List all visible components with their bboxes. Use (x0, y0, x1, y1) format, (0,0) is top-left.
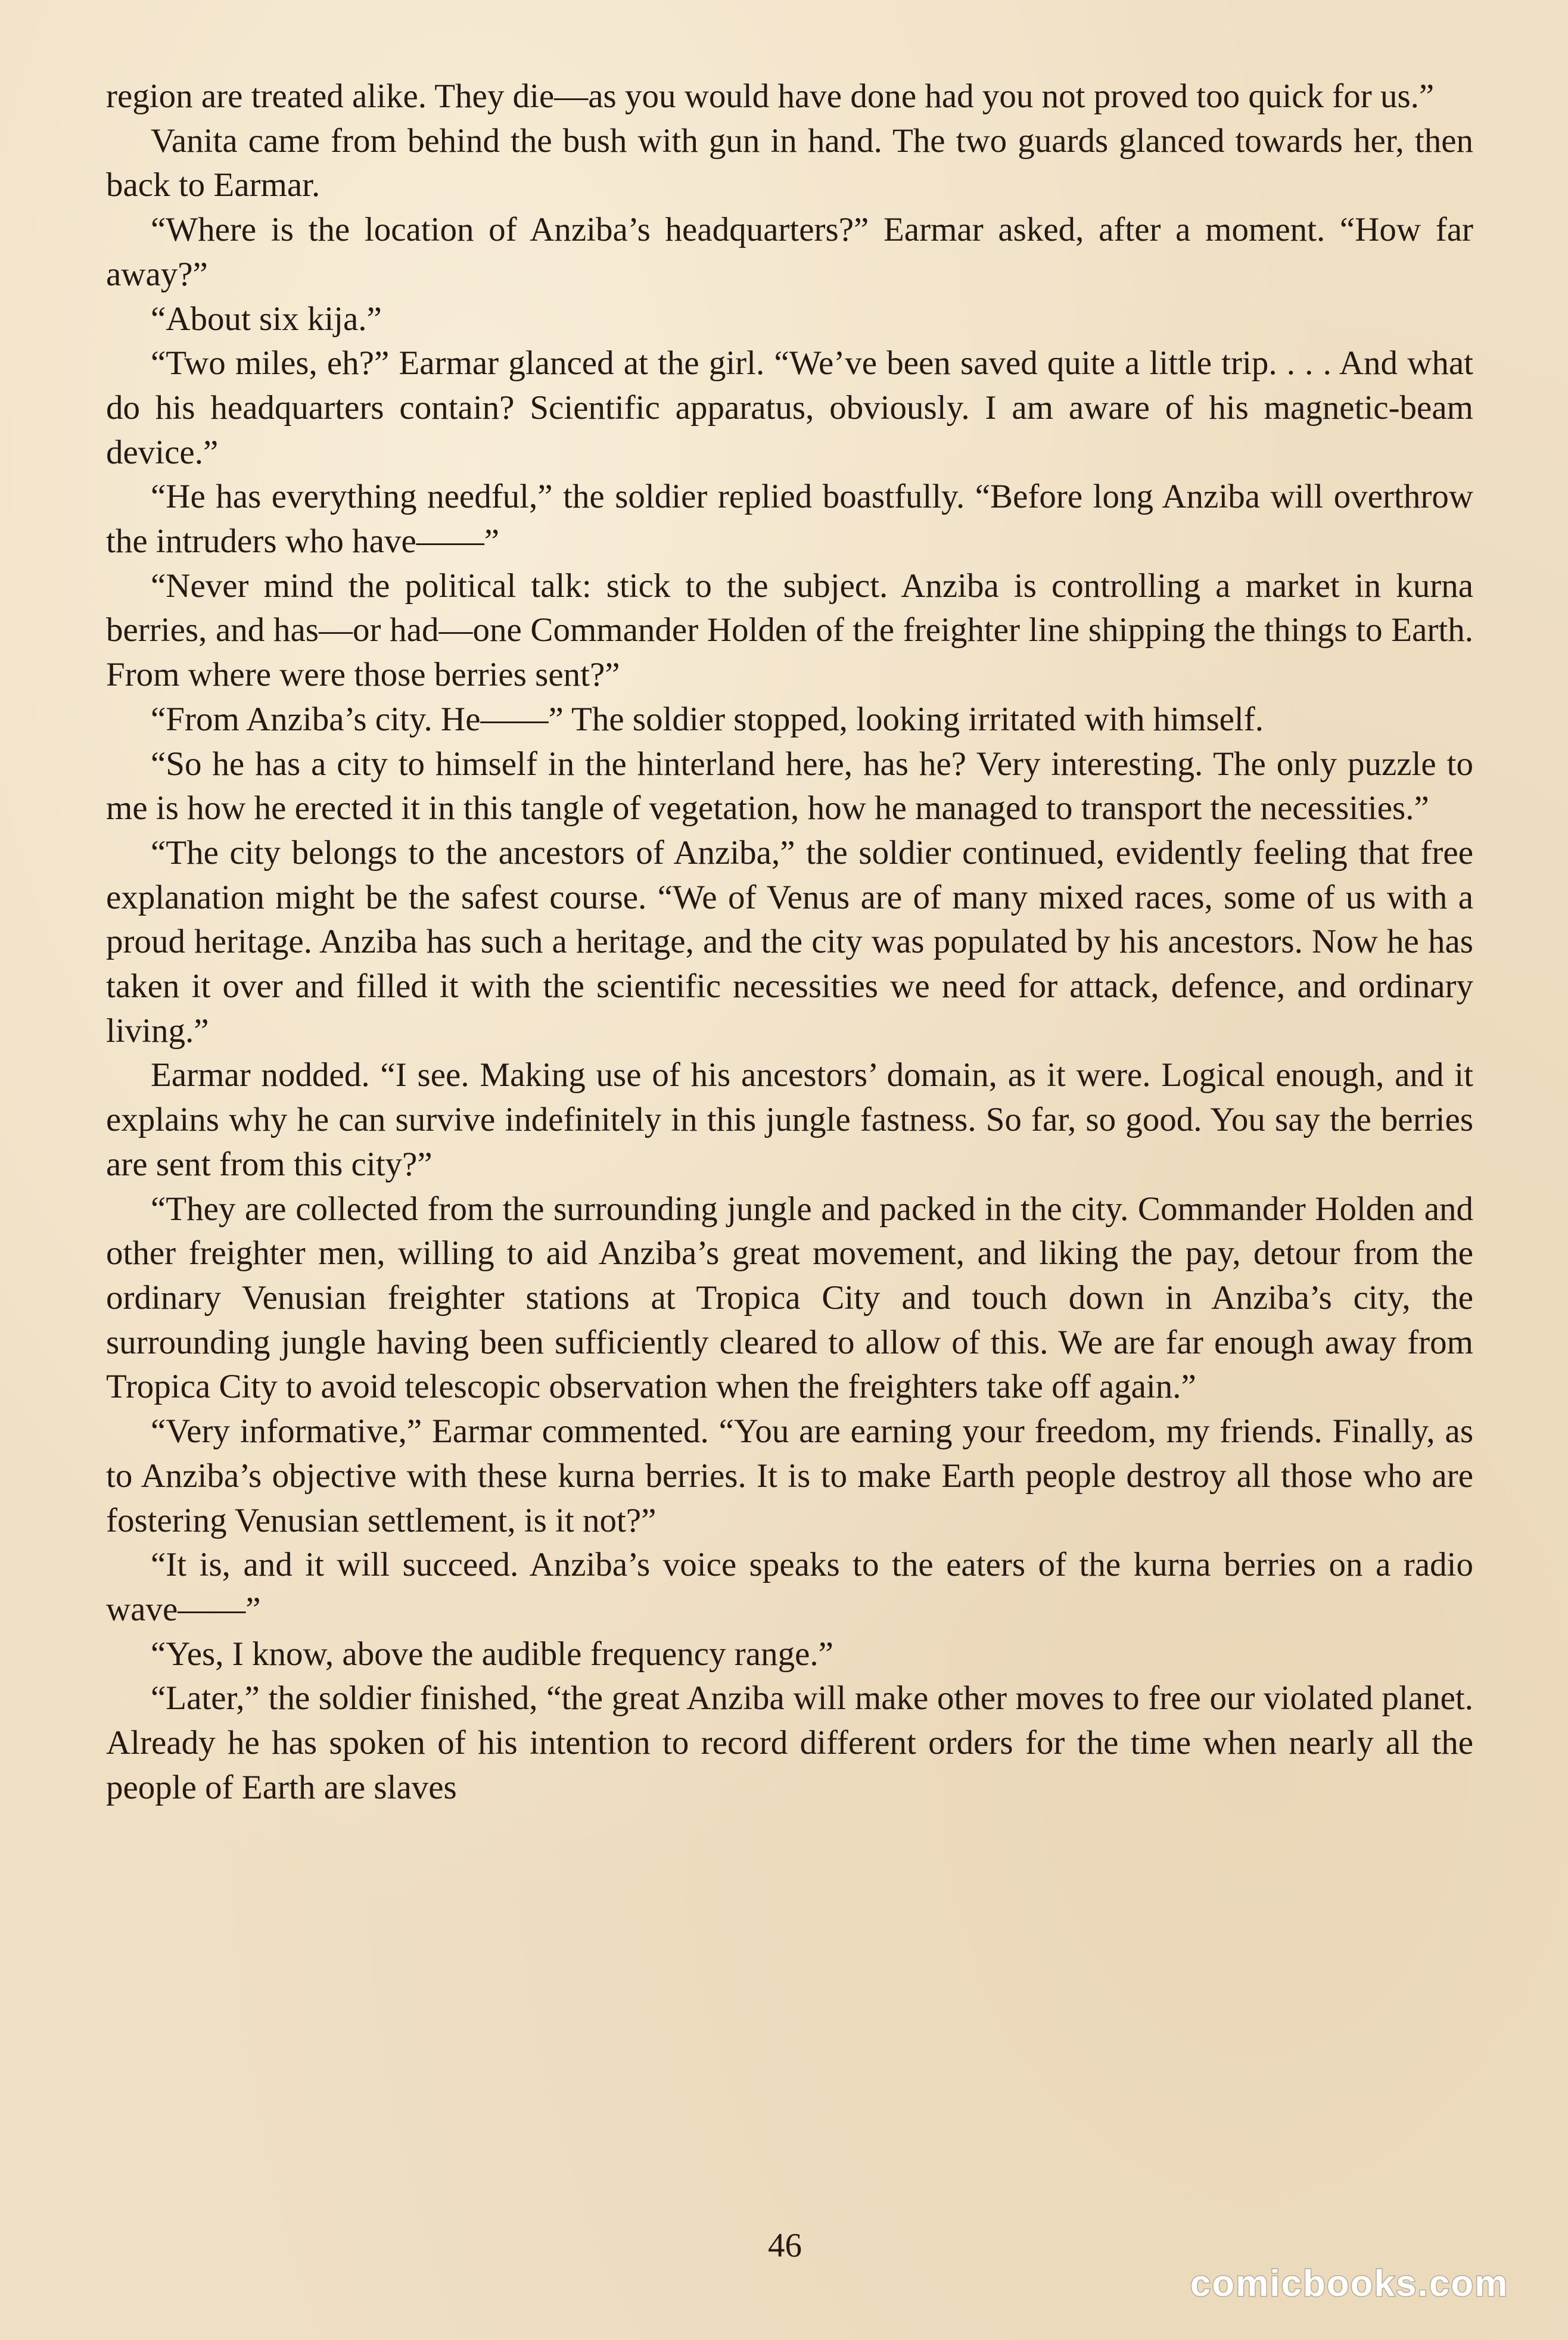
paragraph-4: “About six kija.” (151, 300, 382, 338)
paragraph-5: “Two miles, eh?” Earmar glanced at the girl. “We’ve been saved quite a little trip. . . . And what do his headquarters contain? Scientific apparatus, obviously. I am aware of his magnetic-beam device.” (106, 344, 1473, 471)
paragraph-6: “He has everything needful,” the soldier replied boastfully. “Before long Anziba will overthrow the intruders who have——” (106, 478, 1473, 561)
paragraph-10: “The city belongs to the ancestors of Anziba,” the soldier continued, evidently feeling that free explanation might be the safest course. “We of Venus are of many mixed races, some of us with a proud heritage. Anziba has such a heritage, and the city was populated by his ancestors. Now he has taken it over and filled it with the scientific necessities we need for attack, defence, and ordinary living.” (106, 833, 1473, 1050)
paragraph-9: “So he has a city to himself in the hinterland here, has he? Very interesting. The only puzzle to me is how he erected it in this tangle of vegetation, how he managed to transport the necessities.” (106, 745, 1473, 827)
page-number: 46 (768, 2227, 802, 2264)
paragraph-15: “Yes, I know, above the audible frequency range.” (151, 1635, 833, 1673)
watermark (1153, 2258, 1546, 2311)
watermark-text: comicbooks.com (1190, 2263, 1509, 2304)
paragraph-3: “Where is the location of Anziba’s headquarters?” Earmar asked, after a moment. “How far away?” (106, 211, 1473, 293)
paragraph-14: “It is, and it will succeed. Anziba’s voice speaks to the eaters of the kurna berries on a radio wave——” (106, 1546, 1473, 1628)
paragraph-16: “Later,” the soldier finished, “the great Anziba will make other moves to free our violated planet. Already he has spoken of his intention to record different orders for the time when nearly all the people of Earth are slaves (106, 1679, 1473, 1806)
paragraph-11: Earmar nodded. “I see. Making use of his ancestors’ domain, as it were. Logical enough, and it explains why he can survive indefinitely in this jungle fastness. So far, so good. You say the berries are sent from this city?” (106, 1056, 1473, 1183)
paragraph-2: Vanita came from behind the bush with gun in hand. The two guards glanced towards her, then back to Earmar. (106, 122, 1473, 204)
paragraph-1: region are treated alike. They die—as you would have done had you not proved too quick for us.” (106, 77, 1435, 115)
paragraph-8: “From Anziba’s city. He——” The soldier stopped, looking irritated with himself. (151, 700, 1264, 738)
paragraph-12: “They are collected from the surrounding jungle and packed in the city. Commander Holden and other freighter men, willing to aid Anziba’s great movement, and liking the pay, detour from the ordinary Venusian freighter stations at Tropica City and touch down in Anziba’s city, the surrounding jungle having been sufficiently cleared to allow of this. We are far enough away from Tropica City to avoid telescopic observation when the freighters take off again.” (106, 1190, 1473, 1406)
watermark-logo (1153, 2258, 1546, 2311)
body-text (106, 74, 1473, 1810)
paragraph-7: “Never mind the political talk: stick to the subject. Anziba is controlling a market in kurna berries, and has—or had—one Commander Holden of the freighter line shipping the things to Earth. From where were those berries sent?” (106, 567, 1473, 694)
paragraph-13: “Very informative,” Earmar commented. “You are earning your freedom, my friends. Finally, as to Anziba’s objective with these kurna berries. It is to make Earth people destroy all those who are fostering Venusian settlement, is it not?” (106, 1412, 1473, 1539)
